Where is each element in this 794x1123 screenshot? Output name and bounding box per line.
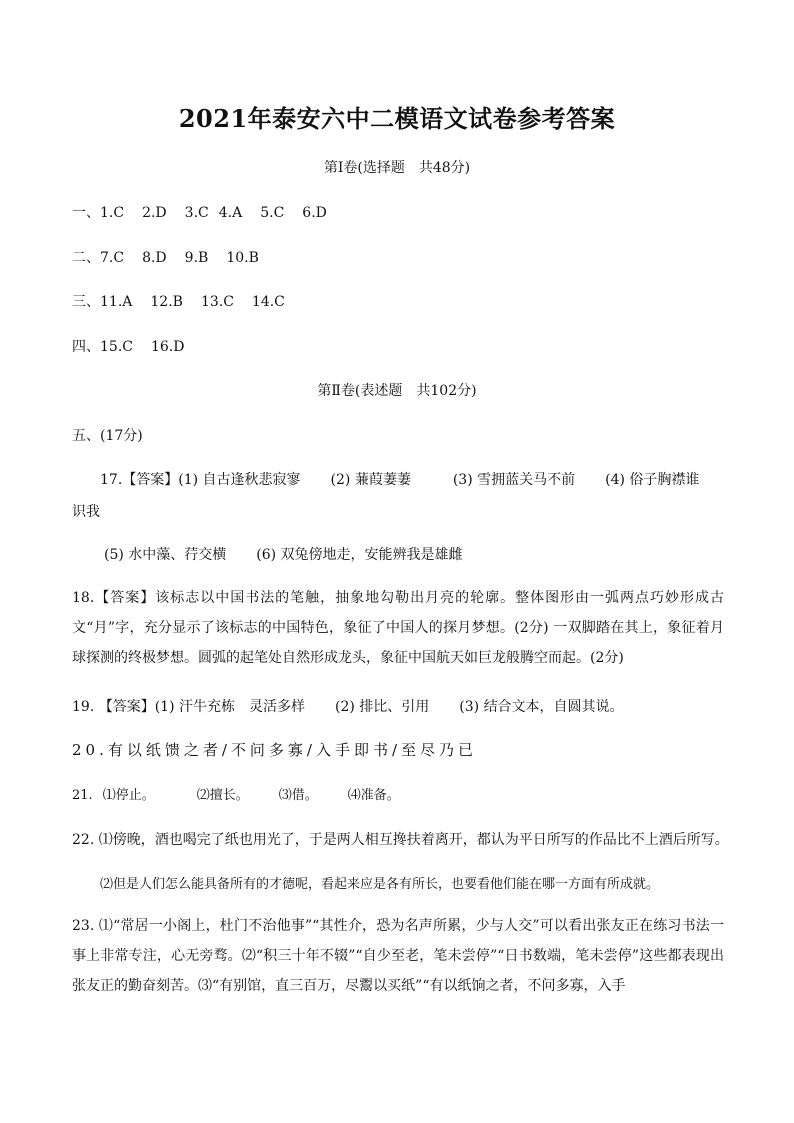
mcq-row-2 [72,248,730,268]
q17-answer-1: (1) 自古逢秋悲寂寥 [178,472,301,488]
mcq-answer: 6.D [302,205,327,221]
volume-two-heading: 第Ⅱ卷(表述题 共102分) [317,383,477,399]
mcq-answer: 2.D [142,205,167,221]
q21-part-3: ⑶借。 [278,788,318,803]
mcq-answer: 16.D [150,339,185,355]
q19-label: 19. 【答案】 [72,699,155,715]
mcq-row-4 [72,337,730,357]
q17-answer-3: (3) 雪拥蓝关马不前 [452,472,576,488]
q19-answer [72,697,730,717]
section-five-heading: 五、(17分) [72,428,143,444]
mcq-answer: 12.B [150,294,183,310]
q17-answer-4: (4) 俗子胸襟谁 [605,472,700,488]
mcq-row-2-lead: 二、 [72,250,100,266]
mcq-answer: 7.C [100,250,125,266]
volume-one-heading: 第Ⅰ卷(选择题 共48分) [323,160,471,176]
mcq-answer: 8.D [142,250,167,266]
mcq-answer: 10.B [226,250,259,266]
mcq-answer: 11.A [100,294,133,310]
mcq-row-1-lead: 一、 [72,205,100,221]
q20-answer: 20.有以纸馈之者/不问多寡/入手即书/至尽乃已 [72,741,478,759]
q21-part-2: ⑵擅长。 [196,788,249,803]
q22-line-1: 22. ⑴傍晚，酒也喝完了纸也用光了，于是两人相互搀扶着离开，都认为平日所写的作品比不上酒后所写。 [72,832,729,848]
q21-part-4: ⑷准备。 [347,788,400,803]
q17-line-2 [104,545,762,565]
q18-answer: 18.【答案】该标志以中国书法的笔触，抽象地勾勒出月亮的轮廓。整体图形由一弧两点巧妙形成古文“月”字，充分显示了该标志的中国特色，象征了中国人的探月梦想。(2分) 一双脚踏在其上，象征着月球探测的终极梦想。圆弧的起笔处自然形成龙头，象征中国航天如巨龙般腾空而起。(2分) [72,590,724,666]
q21-part-1: ⑴停止。 [102,788,155,803]
mcq-answer: 5.C [260,205,285,221]
mcq-answer: 9.B [184,250,209,266]
q21-label: 21. [72,788,93,803]
q17-line-1 [100,470,758,490]
q19-part-3: (3) 结合文本，自圆其说。 [459,699,624,715]
q17-line-1-cont: 识我 [72,504,100,520]
mcq-answer: 15.C [100,339,133,355]
q17-answer-5: (5) 水中藻、荇交横 [104,547,227,563]
q17-label: 17.【答案】 [100,472,179,488]
q21-answer [72,786,730,806]
mcq-answer: 3.C [184,205,209,221]
q19-part-2: (2) 排比、引用 [335,699,430,715]
mcq-answer: 13.C [200,294,234,310]
q19-part-1: (1) 汗牛充栋 灵活多样 [154,699,305,715]
page-title: 2021年泰安六中二模语文试卷参考答案 [178,104,616,133]
q23-answer: 23. ⑴“常居一小阁上，杜门不治他事”“其性介，恐为名声所累，少与人交”可以看出张友正在练习书法一事上非常专注，心无旁骛。⑵“积三十年不辍”“自少至老，笔未尝停”“日书数端，笔未尝停”这些都表现出张友正的勤奋刻苦。⑶“有别馆，直三百万，尽鬻以买纸”“有以纸饷之者，不问多寡，入手 [72,918,724,994]
mcq-row-4-lead: 四、 [72,339,100,355]
q17-answer-2: (2) 蒹葭萋萋 [330,472,411,488]
mcq-row-1 [72,203,730,223]
mcq-row-3 [72,292,730,312]
mcq-answer: 14.C [251,294,285,310]
mcq-answer: 4.A [218,205,243,221]
q22-line-2: ⑵但是人们怎么能具备所有的才德呢，看起来应是各有所长，也要看他们能在哪一方面有所成就。 [100,877,660,892]
mcq-row-3-lead: 三、 [72,294,100,310]
mcq-answer: 1.C [100,205,125,221]
q17-answer-6: (6) 双兔傍地走，安能辨我是雄雌 [256,547,463,563]
